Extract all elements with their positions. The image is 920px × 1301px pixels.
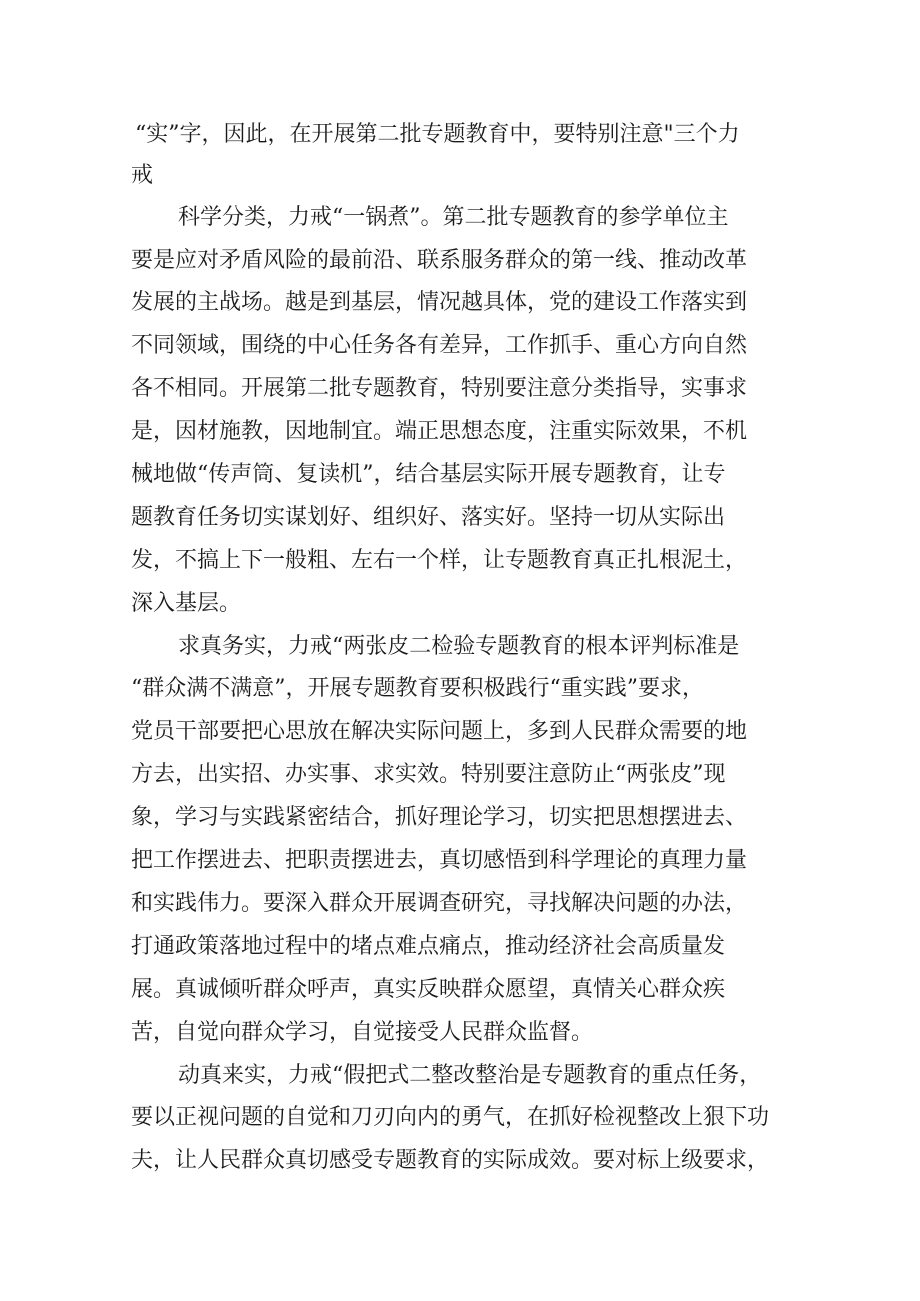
text-line: 发展的主战场。越是到基层，情况越具体，党的建设工作落实到	[131, 290, 748, 315]
text-line: 方去，出实招、办实事、求实效。特别要注意防止“两张皮”现	[131, 762, 726, 787]
text-line: “实”字，因此，在开展第二批专题教育中，要特别注意"三个力	[135, 122, 740, 147]
text-line: 要是应对矛盾风险的最前沿、联系服务群众的第一线、推动改革	[131, 248, 748, 273]
paragraph-start-line: 求真务实，力戒“两张皮二检验专题教育的根本评判标准是	[178, 634, 740, 659]
text-line: 深入基层。	[131, 591, 242, 616]
text-line: 夫，让人民群众真切感受专题教育的实际成效。要对标上级要求，	[131, 1148, 770, 1173]
paragraph-start-line: 科学分类，力戒“一锅煮”。第二批专题教育的参学单位主	[178, 205, 729, 230]
paragraph-start-line: 动真来实，力戒“假把式二整改整治是专题教育的重点任务，	[178, 1063, 762, 1088]
text-line: 发，不搞上下一般粗、左右一个样，让专题教育真正扎根泥土，	[131, 548, 748, 573]
text-line: 是，因材施教，因地制宜。端正思想态度，注重实际效果，不机	[131, 419, 748, 444]
text-line: 把工作摆进去、把职责摆进去，真切感悟到科学理论的真理力量	[131, 848, 748, 873]
text-line: 象，学习与实践紧密结合，抓好理论学习，切实把思想摆进去、	[131, 805, 748, 830]
text-line: 各不相同。开展第二批专题教育，特别要注意分类指导，实事求	[131, 376, 748, 401]
text-line: 和实践伟力。要深入群众开展调查研究，寻找解决问题的办法，	[131, 891, 748, 916]
text-line: 展。真诚倾听群众呼声，真实反映群众愿望，真情关心群众疾	[131, 977, 726, 1002]
text-line: 戒	[131, 163, 154, 188]
text-line: “群众满不满意”，开展专题教育要积极践行“重实践”要求，	[131, 676, 704, 701]
text-line: 不同领域，围绕的中心任务各有差异，工作抓手、重心方向自然	[131, 333, 748, 358]
text-line: 打通政策落地过程中的堵点难点痛点，推动经济社会高质量发	[131, 934, 726, 959]
text-line: 党员干部要把心思放在解决实际问题上，多到人民群众需要的地	[131, 719, 748, 744]
text-line: 苦，自觉向群众学习，自觉接受人民群众监督。	[131, 1020, 594, 1045]
text-line: 要以正视问题的自觉和刀刃向内的勇气，在抓好检视整改上狠下功	[131, 1105, 770, 1130]
text-line: 械地做“传声筒、复读机”，结合基层实际开展专题教育，让专	[131, 462, 726, 487]
text-line: 题教育任务切实谋划好、组织好、落实好。坚持一切从实际出	[131, 505, 726, 530]
